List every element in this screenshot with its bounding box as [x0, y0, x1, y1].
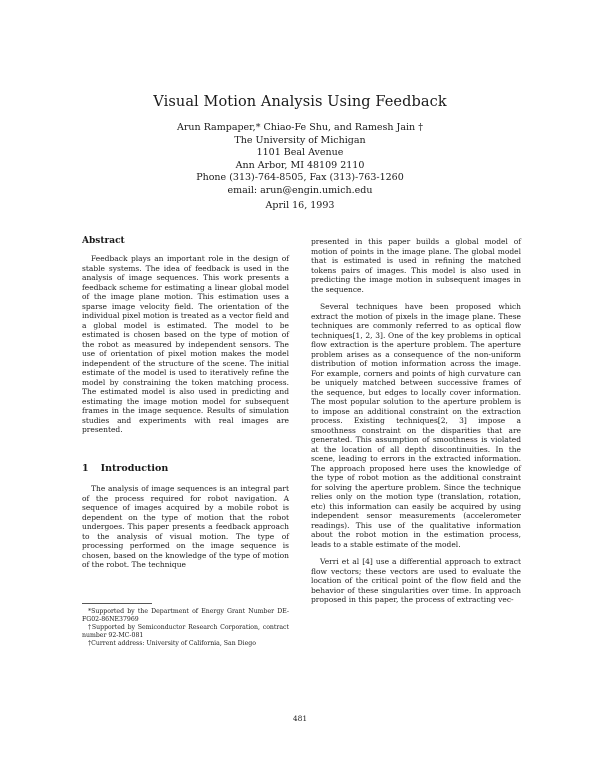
footnote-rule [82, 603, 152, 604]
author-names: Arun Rampaper,* Chiao-Fe Shu, and Ramesh Jain † [177, 122, 423, 133]
contact-phone-fax: Phone (313)-764-8505, Fax (313)-763-1260 [196, 172, 404, 184]
introduction-body [82, 484, 289, 578]
footnote-1: *Supported by the Department of Energy Grant Number DE-FG02-86NE37969 [82, 608, 289, 623]
right-paragraph-2: Several techniques have been proposed which extract the motion of pixels in the image plane. These techniques are commonly referred to as optical flow techniques[1, 2, 3]. One of the key problems in optical flow extraction is the aperture problem. The aperture problem arises as a consequence of the non-uniform distribution of motion information across the image. For example, corners and points of high curvature can be uniquely matched between successive frames of the sequence, but edges to locally cover information. The most popular solution to the aperture problem is to impose an additional constraint on the extraction process. Existing techniques[2, 3] impose a smoothness constraint on the disparities that are generated. This assumption of smoothness is violated at the location of all depth discontinuities. In the scene, leading to errors in the extracted information. The approach proposed here uses the knowledge of the type of robot motion as the additional constraint for solving the aperture problem. Since the technique relies only on the motion type (translation, rotation, etc) this information can easily be acquired by using independent sensor measurements (accelerometer readings). This use of the qualitative information about the robot motion in the estimation process, leads to a stable estimate of the model. [311, 302, 521, 549]
footnotes [82, 603, 289, 648]
introduction-paragraph: The analysis of image sequences is an integral part of the process required for robot navigation. A sequence of images acquired by a mobile robot is dependent on the type of motion that the robot undergoes. This paper presents a feedback approach to the analysis of visual motion. The type of processing performed on the image sequence is chosen, based on the knowledge of the type of motion of the robot. The technique [82, 484, 289, 569]
right-paragraph-3: Verri et al [4] use a differential approach to extract flow vectors; these vectors are used to evaluate the location of the critical point of the flow field and the behavior of these singularities over time. In approach proposed in this paper, the process of extracting vec- [311, 557, 521, 604]
footnote-2: †Supported by Semiconductor Research Corporation, contract number 92-MC-081 [82, 624, 289, 639]
paper-date: April 16, 1993 [265, 200, 335, 211]
introduction-heading [82, 463, 168, 474]
right-column [311, 237, 521, 613]
author-block [0, 122, 600, 198]
paper-title: Visual Motion Analysis Using Feedback [153, 94, 447, 110]
affiliation-street: 1101 Beal Avenue [256, 147, 344, 159]
abstract-paragraph: Feedback plays an important role in the design of stable systems. The idea of feedback is used in the analysis of image sequences. This work presents a feedback scheme for estimating a linear global model of the image plane motion. This estimation uses a sparse image velocity field. The orientation of the individual pixel motion is treated as a vector field and a global model is estimated. The model to be estimated is chosen based on the type of motion of the robot as measured by independent sensors. The use of orientation of pixel motion makes the model independent of the structure of the scene. The initial estimate of the model is used to iteratively refine the model by constraining the token matching process. The estimated model is also used in predicting and estimating the image motion model for subsequent frames in the image sequence. Results of simulation studies and experiments with real images are presented. [82, 254, 289, 434]
contact-email: email: arun@engin.umich.edu [227, 184, 373, 196]
section-title: Introduction [100, 463, 169, 474]
page-number: 481 [292, 714, 308, 723]
affiliation-university: The University of Michigan [234, 134, 366, 146]
affiliation-city: Ann Arbor, MI 48109 2110 [235, 159, 365, 171]
abstract-body [82, 254, 289, 443]
footnote-3: †Current address: University of California, San Diego [88, 640, 256, 647]
section-number: 1 [82, 463, 89, 474]
abstract-heading: Abstract [82, 236, 125, 246]
right-paragraph-1: presented in this paper builds a global model of motion of points in the image plane. The global model that is estimated is used in refining the matched tokens pairs of images. This model is also used in predicting the image motion in subsequent images in the sequence. [311, 237, 521, 294]
